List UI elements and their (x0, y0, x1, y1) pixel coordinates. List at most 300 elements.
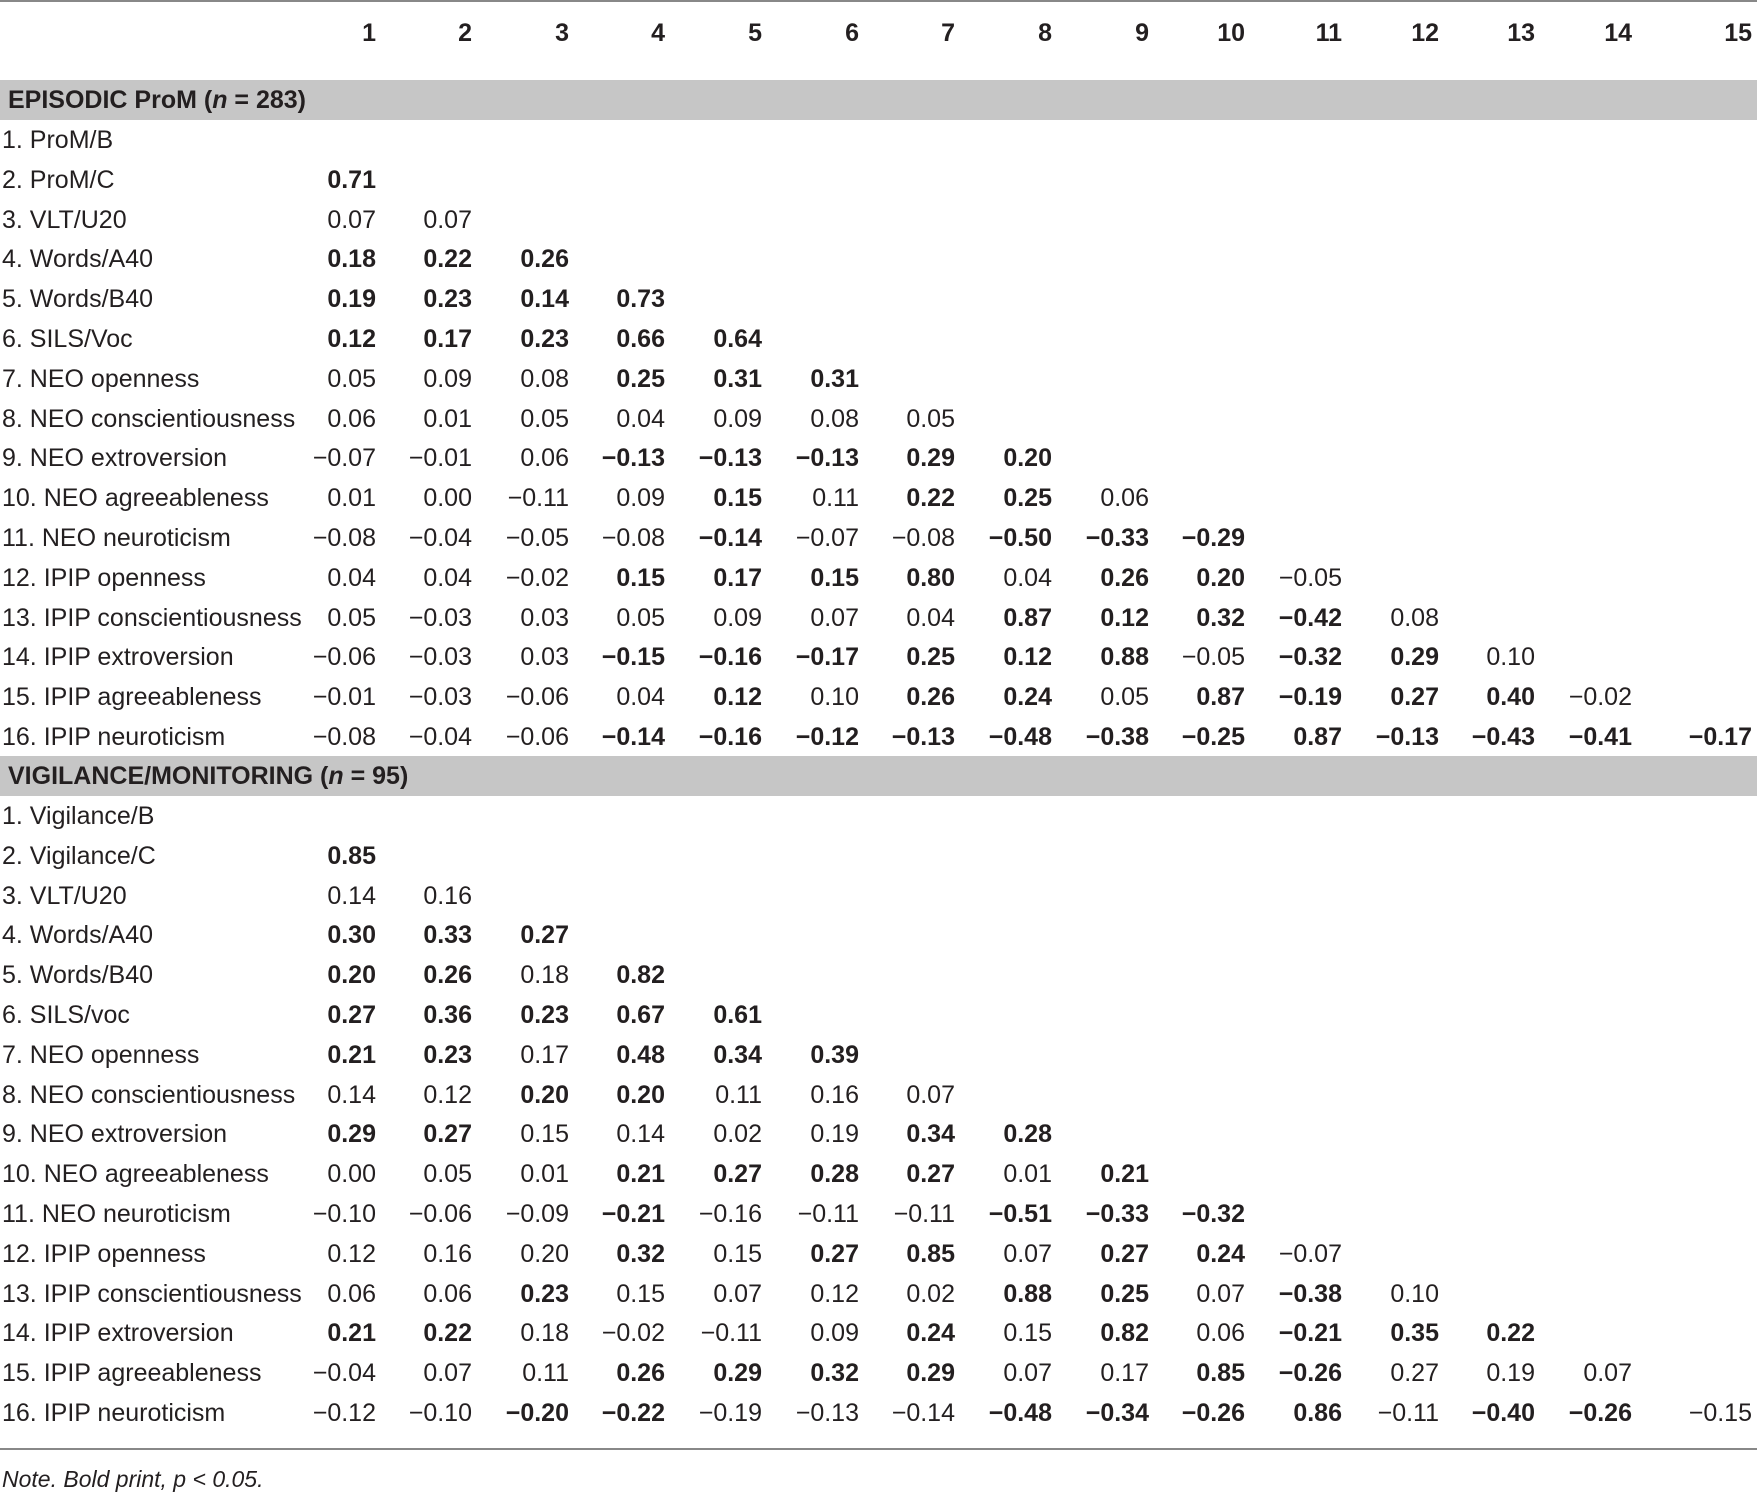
table-cell: 0.06 (423, 1279, 472, 1308)
table-cell: 0.73 (616, 285, 665, 314)
table-cell: 0.19 (810, 1120, 859, 1149)
table-cell: −0.21 (601, 1200, 665, 1228)
table-cell: −0.15 (1688, 1399, 1752, 1427)
table-cell: −0.16 (698, 643, 762, 672)
table-cell: 0.12 (713, 683, 762, 712)
table-cell: 0.21 (327, 1040, 376, 1069)
table-cell: 0.20 (520, 1239, 569, 1268)
table-cell: −0.33 (1085, 524, 1149, 552)
table-cell: 0.06 (327, 404, 376, 433)
table-cell: 0.40 (1486, 683, 1535, 712)
table-cell: 0.20 (1003, 444, 1052, 473)
table-cell: 0.07 (1583, 1359, 1632, 1388)
table-cell: −0.03 (408, 603, 472, 632)
table-cell: 0.28 (1003, 1120, 1052, 1149)
table-cell: −0.11 (893, 1200, 955, 1228)
table-cell: −0.03 (408, 683, 472, 712)
row-label: 1. ProM/B (2, 126, 114, 154)
table-cell: 0.31 (810, 364, 859, 393)
table-cell: 0.20 (616, 1080, 665, 1109)
row-label: 6. SILS/Voc (2, 325, 133, 353)
table-cell: 0.34 (713, 1040, 762, 1069)
column-header-4: 4 (651, 19, 665, 47)
table-cell: −0.07 (795, 524, 859, 552)
table-cell: 0.22 (423, 245, 472, 274)
table-row (0, 1035, 1757, 1075)
table-row (0, 1274, 1757, 1314)
column-header-12: 12 (1411, 19, 1439, 47)
table-cell: −0.10 (312, 1200, 376, 1228)
section-title: EPISODIC ProM (n = 283) (8, 86, 306, 114)
table-cell: 0.05 (616, 603, 665, 632)
table-cell: −0.06 (408, 1200, 472, 1228)
table-row (0, 279, 1757, 319)
table-cell: 0.21 (616, 1160, 665, 1189)
table-cell: −0.03 (408, 643, 472, 672)
table-cell: −0.13 (795, 444, 859, 473)
row-label: 1. Vigilance/B (2, 802, 155, 830)
table-row (0, 1154, 1757, 1194)
bottom-rule (0, 1448, 1757, 1450)
table-cell: 0.29 (327, 1120, 376, 1149)
table-row (0, 1234, 1757, 1274)
table-cell: 0.10 (810, 683, 859, 712)
table-cell: −0.26 (1181, 1399, 1245, 1427)
table-cell: 0.06 (1100, 484, 1149, 513)
row-label: 16. IPIP neuroticism (2, 723, 226, 751)
table-cell: 0.27 (906, 1160, 955, 1189)
row-label: 5. Words/B40 (2, 961, 154, 990)
table-cell: −0.02 (505, 563, 569, 592)
table-cell: 0.04 (616, 683, 665, 712)
table-cell: 0.14 (327, 881, 376, 910)
table-cell: 0.21 (327, 1319, 376, 1348)
table-cell: −0.01 (312, 683, 376, 712)
table-cell: −0.08 (312, 723, 376, 751)
table-cell: 0.17 (713, 563, 762, 592)
table-cell: 0.88 (1003, 1279, 1052, 1308)
table-cell: 0.02 (906, 1279, 955, 1308)
column-header-7: 7 (941, 19, 955, 47)
table-cell: −0.14 (698, 524, 762, 552)
row-label: 7. NEO openness (2, 1040, 200, 1069)
row-label: 8. NEO conscientiousness (2, 404, 296, 433)
table-cell: −0.33 (1085, 1200, 1149, 1228)
table-row (0, 637, 1757, 677)
table-cell: 0.25 (906, 643, 955, 672)
table-cell: 0.05 (327, 603, 376, 632)
column-header-13: 13 (1507, 19, 1535, 47)
table-cell: 0.07 (1003, 1239, 1052, 1268)
table-cell: 0.15 (520, 1120, 569, 1149)
table-cell: −0.07 (1278, 1239, 1342, 1268)
table-cell: −0.21 (1278, 1319, 1342, 1348)
table-cell: −0.09 (505, 1200, 569, 1228)
table-row (0, 399, 1757, 439)
row-label: 4. Words/A40 (2, 245, 154, 274)
section-header (0, 756, 1757, 796)
table-cell: 0.23 (520, 325, 569, 353)
table-cell: 0.18 (520, 1319, 569, 1348)
table-cell: 0.14 (327, 1080, 376, 1109)
table-cell: 0.20 (327, 961, 376, 990)
table-cell: −0.04 (408, 524, 472, 552)
table-row (0, 717, 1757, 757)
table-cell: 0.01 (423, 404, 472, 433)
table-row (0, 796, 1757, 836)
table-cell: −0.40 (1471, 1399, 1535, 1427)
table-cell: 0.09 (810, 1319, 859, 1348)
table-cell: 0.05 (520, 404, 569, 433)
table-cell: 0.00 (327, 1160, 376, 1189)
table-cell: 0.01 (520, 1160, 569, 1189)
table-row (0, 915, 1757, 955)
table-cell: −0.04 (312, 1359, 376, 1388)
table-cell: 0.82 (616, 961, 665, 990)
table-cell: −0.08 (891, 524, 955, 552)
row-label: 12. IPIP openness (2, 563, 206, 592)
table-cell: −0.05 (1181, 643, 1245, 672)
table-cell: 0.12 (423, 1080, 472, 1109)
table-cell: 0.66 (616, 325, 665, 353)
table-cell: 0.26 (906, 683, 955, 712)
table-cell: 0.25 (1003, 484, 1052, 513)
table-cell: 0.27 (713, 1160, 762, 1189)
table-cell: 0.16 (423, 1239, 472, 1268)
column-header-11: 11 (1315, 19, 1342, 47)
table-cell: 0.19 (327, 285, 376, 314)
table-cell: −0.26 (1278, 1359, 1342, 1388)
table-cell: 0.08 (1390, 603, 1439, 632)
table-cell: −0.42 (1278, 603, 1342, 632)
table-cell: −0.22 (601, 1399, 665, 1427)
table-row (0, 955, 1757, 995)
table-cell: −0.05 (505, 524, 569, 552)
table-cell: −0.08 (601, 524, 665, 552)
table-cell: 0.20 (520, 1080, 569, 1109)
table-cell: 0.04 (423, 563, 472, 592)
table-cell: 0.14 (520, 285, 569, 314)
table-cell: 0.12 (1003, 643, 1052, 672)
table-cell: 0.06 (520, 444, 569, 473)
table-row (0, 1114, 1757, 1154)
row-label: 14. IPIP extroversion (2, 1319, 234, 1348)
table-cell: −0.11 (1377, 1399, 1439, 1427)
table-cell: −0.13 (795, 1399, 859, 1427)
row-label: 11. NEO neuroticism (2, 1200, 231, 1228)
table-cell: 0.80 (906, 563, 955, 592)
table-cell: −0.25 (1181, 723, 1245, 751)
row-label: 11. NEO neuroticism (2, 524, 231, 552)
table-row (0, 876, 1757, 916)
table-cell: 0.04 (906, 603, 955, 632)
table-cell: 0.34 (906, 1120, 955, 1149)
table-cell: 0.00 (423, 484, 472, 513)
table-row (0, 438, 1757, 478)
table-cell: −0.16 (698, 1200, 762, 1228)
table-cell: 0.88 (1100, 643, 1149, 672)
row-label: 2. ProM/C (2, 165, 115, 194)
table-cell: −0.02 (1568, 683, 1632, 712)
column-header-6: 6 (845, 19, 859, 47)
table-cell: 0.04 (327, 563, 376, 592)
table-cell: 0.12 (1100, 603, 1149, 632)
table-cell: 0.23 (520, 1279, 569, 1308)
table-cell: −0.17 (795, 643, 859, 672)
table-cell: 0.21 (1100, 1160, 1149, 1189)
table-cell: −0.19 (1278, 683, 1342, 712)
table-cell: 0.04 (616, 404, 665, 433)
row-label: 10. NEO agreeableness (2, 1160, 269, 1189)
table-cell: −0.11 (507, 484, 569, 513)
table-cell: −0.38 (1085, 723, 1149, 751)
table-row (0, 359, 1757, 399)
table-cell: −0.38 (1278, 1279, 1342, 1308)
table-cell: 0.17 (423, 325, 472, 353)
table-cell: 0.15 (713, 484, 762, 513)
table-note: Note. Bold print, p < 0.05. (2, 1466, 264, 1492)
table-cell: 0.07 (713, 1279, 762, 1308)
table-cell: 0.26 (1100, 563, 1149, 592)
table-cell: 0.24 (1196, 1239, 1245, 1268)
table-row (0, 1393, 1757, 1433)
table-cell: 0.82 (1100, 1319, 1149, 1348)
table-cell: −0.04 (408, 723, 472, 751)
section-header (0, 80, 1757, 120)
table-cell: 0.07 (327, 205, 376, 234)
table-cell: −0.02 (601, 1319, 665, 1348)
table-cell: −0.05 (1278, 563, 1342, 592)
table-cell: 0.87 (1196, 683, 1245, 712)
row-label: 3. VLT/U20 (2, 205, 127, 234)
table-cell: 0.07 (423, 205, 472, 234)
section-title: VIGILANCE/MONITORING (n = 95) (8, 762, 409, 790)
table-cell: −0.08 (312, 524, 376, 552)
table-cell: 0.05 (327, 364, 376, 393)
table-cell: 0.24 (906, 1319, 955, 1348)
table-cell: 0.05 (423, 1160, 472, 1189)
table-row (0, 1075, 1757, 1115)
table-cell: 0.18 (327, 245, 376, 274)
row-label: 9. NEO extroversion (2, 1120, 228, 1149)
table-cell: 0.09 (713, 603, 762, 632)
table-row (0, 677, 1757, 717)
table-cell: 0.85 (906, 1239, 955, 1268)
row-label: 15. IPIP agreeableness (2, 1359, 262, 1388)
table-cell: 0.61 (713, 1001, 762, 1029)
table-row (0, 598, 1757, 638)
table-cell: −0.50 (988, 524, 1052, 552)
table-row (0, 1194, 1757, 1234)
table-row (0, 1313, 1757, 1353)
table-cell: 0.06 (1196, 1319, 1245, 1348)
table-cell: 0.02 (713, 1120, 762, 1149)
table-cell: 0.27 (520, 921, 569, 950)
table-cell: 0.67 (616, 1001, 665, 1029)
table-cell: 0.31 (713, 364, 762, 393)
column-header-3: 3 (555, 19, 569, 47)
table-cell: −0.43 (1471, 723, 1535, 751)
table-cell: 0.87 (1293, 723, 1342, 751)
row-label: 10. NEO agreeableness (2, 484, 269, 513)
table-cell: 0.05 (906, 404, 955, 433)
table-cell: 0.09 (616, 484, 665, 513)
table-cell: 0.29 (713, 1359, 762, 1388)
table-cell: 0.27 (327, 1001, 376, 1029)
table-cell: −0.11 (797, 1200, 859, 1228)
row-label: 13. IPIP conscientiousness (2, 603, 302, 632)
table-row (0, 319, 1757, 359)
table-row (0, 995, 1757, 1035)
table-cell: 0.22 (906, 484, 955, 513)
table-cell: −0.11 (700, 1319, 762, 1348)
table-cell: −0.48 (988, 723, 1052, 751)
table-cell: 0.48 (616, 1040, 665, 1069)
column-header-9: 9 (1135, 19, 1149, 47)
table-cell: 0.23 (423, 285, 472, 314)
table-cell: 0.26 (520, 245, 569, 274)
table-cell: 0.06 (327, 1279, 376, 1308)
table-cell: −0.20 (505, 1399, 569, 1427)
table-cell: 0.22 (1486, 1319, 1535, 1348)
table-cell: 0.15 (1003, 1319, 1052, 1348)
table-cell: 0.32 (810, 1359, 859, 1388)
table-cell: −0.13 (891, 723, 955, 751)
table-cell: 0.36 (423, 1001, 472, 1029)
table-cell: 0.32 (616, 1239, 665, 1268)
table-cell: 0.17 (520, 1040, 569, 1069)
table-cell: 0.07 (906, 1080, 955, 1109)
row-label: 16. IPIP neuroticism (2, 1399, 226, 1427)
table-cell: 0.19 (1486, 1359, 1535, 1388)
table-cell: 0.25 (616, 364, 665, 393)
row-label: 2. Vigilance/C (2, 841, 156, 870)
table-cell: 0.29 (906, 1359, 955, 1388)
table-cell: −0.12 (312, 1399, 376, 1427)
table-cell: −0.15 (601, 643, 665, 672)
table-cell: −0.12 (795, 723, 859, 751)
table-cell: 0.86 (1293, 1399, 1342, 1427)
table-cell: 0.15 (810, 563, 859, 592)
table-cell: 0.27 (1390, 1359, 1439, 1388)
row-label: 7. NEO openness (2, 364, 200, 393)
table-cell: 0.08 (810, 404, 859, 433)
table-cell: 0.16 (423, 881, 472, 910)
table-cell: 0.18 (520, 961, 569, 990)
column-header-1: 1 (362, 19, 376, 47)
table-cell: 0.11 (812, 484, 859, 513)
table-cell: 0.23 (423, 1040, 472, 1069)
table-cell: −0.13 (601, 444, 665, 473)
table-cell: −0.14 (601, 723, 665, 751)
table-cell: 0.15 (616, 563, 665, 592)
table-cell: 0.26 (423, 961, 472, 990)
table-row (0, 518, 1757, 558)
table-cell: 0.64 (713, 325, 762, 353)
table-cell: 0.11 (715, 1080, 762, 1109)
table-cell: −0.29 (1181, 524, 1245, 552)
table-cell: −0.06 (505, 683, 569, 712)
table-cell: −0.06 (505, 723, 569, 751)
table-cell: −0.32 (1278, 643, 1342, 672)
table-cell: 0.71 (327, 165, 376, 194)
table-row (0, 239, 1757, 279)
row-label: 12. IPIP openness (2, 1239, 206, 1268)
table-cell: 0.12 (327, 325, 376, 353)
table-cell: 0.04 (1003, 563, 1052, 592)
table-cell: 0.16 (810, 1080, 859, 1109)
table-cell: 0.35 (1390, 1319, 1439, 1348)
column-header-2: 2 (458, 19, 472, 47)
table-row (0, 200, 1757, 240)
column-header-5: 5 (748, 19, 762, 47)
table-cell: 0.29 (906, 444, 955, 473)
table-cell: −0.32 (1181, 1200, 1245, 1228)
table-cell: 0.10 (1486, 643, 1535, 672)
table-cell: 0.27 (1390, 683, 1439, 712)
table-cell: −0.34 (1085, 1399, 1149, 1427)
column-header-8: 8 (1038, 19, 1052, 47)
table-cell: −0.13 (698, 444, 762, 473)
table-cell: 0.10 (1390, 1279, 1439, 1308)
table-cell: −0.10 (408, 1399, 472, 1427)
table-cell: 0.87 (1003, 603, 1052, 632)
row-label: 8. NEO conscientiousness (2, 1080, 296, 1109)
row-label: 4. Words/A40 (2, 921, 154, 950)
table-cell: 0.09 (713, 404, 762, 433)
table-row (0, 836, 1757, 876)
table-cell: −0.13 (1375, 723, 1439, 751)
table-cell: 0.22 (423, 1319, 472, 1348)
table-cell: 0.05 (1100, 683, 1149, 712)
row-label: 9. NEO extroversion (2, 444, 228, 473)
table-cell: −0.48 (988, 1399, 1052, 1427)
table-cell: 0.27 (810, 1239, 859, 1268)
table-cell: 0.01 (1003, 1160, 1052, 1189)
table-cell: 0.85 (1196, 1359, 1245, 1388)
table-cell: 0.14 (616, 1120, 665, 1149)
table-cell: −0.06 (312, 643, 376, 672)
table-cell: 0.26 (616, 1359, 665, 1388)
table-cell: 0.15 (616, 1279, 665, 1308)
table-cell: 0.29 (1390, 643, 1439, 672)
table-cell: 0.09 (423, 364, 472, 393)
table-cell: −0.19 (698, 1399, 762, 1427)
table-cell: −0.41 (1568, 723, 1632, 751)
table-cell: 0.12 (810, 1279, 859, 1308)
table-cell: 0.20 (1196, 563, 1245, 592)
table-cell: 0.08 (520, 364, 569, 393)
row-label: 5. Words/B40 (2, 285, 154, 314)
top-rule (0, 0, 1757, 2)
table-cell: 0.07 (423, 1359, 472, 1388)
table-cell: 0.11 (522, 1359, 569, 1388)
column-header-14: 14 (1604, 19, 1632, 47)
table-cell: 0.03 (520, 643, 569, 672)
table-cell: 0.17 (1100, 1359, 1149, 1388)
table-cell: 0.32 (1196, 603, 1245, 632)
row-label: 13. IPIP conscientiousness (2, 1279, 302, 1308)
table-cell: −0.07 (312, 444, 376, 473)
table-cell: 0.30 (327, 921, 376, 950)
table-cell: −0.01 (408, 444, 472, 473)
table-cell: 0.03 (520, 603, 569, 632)
table-row (0, 478, 1757, 518)
table-cell: −0.26 (1568, 1399, 1632, 1427)
table-cell: 0.07 (1003, 1359, 1052, 1388)
table-cell: 0.15 (713, 1239, 762, 1268)
table-cell: 0.33 (423, 921, 472, 950)
